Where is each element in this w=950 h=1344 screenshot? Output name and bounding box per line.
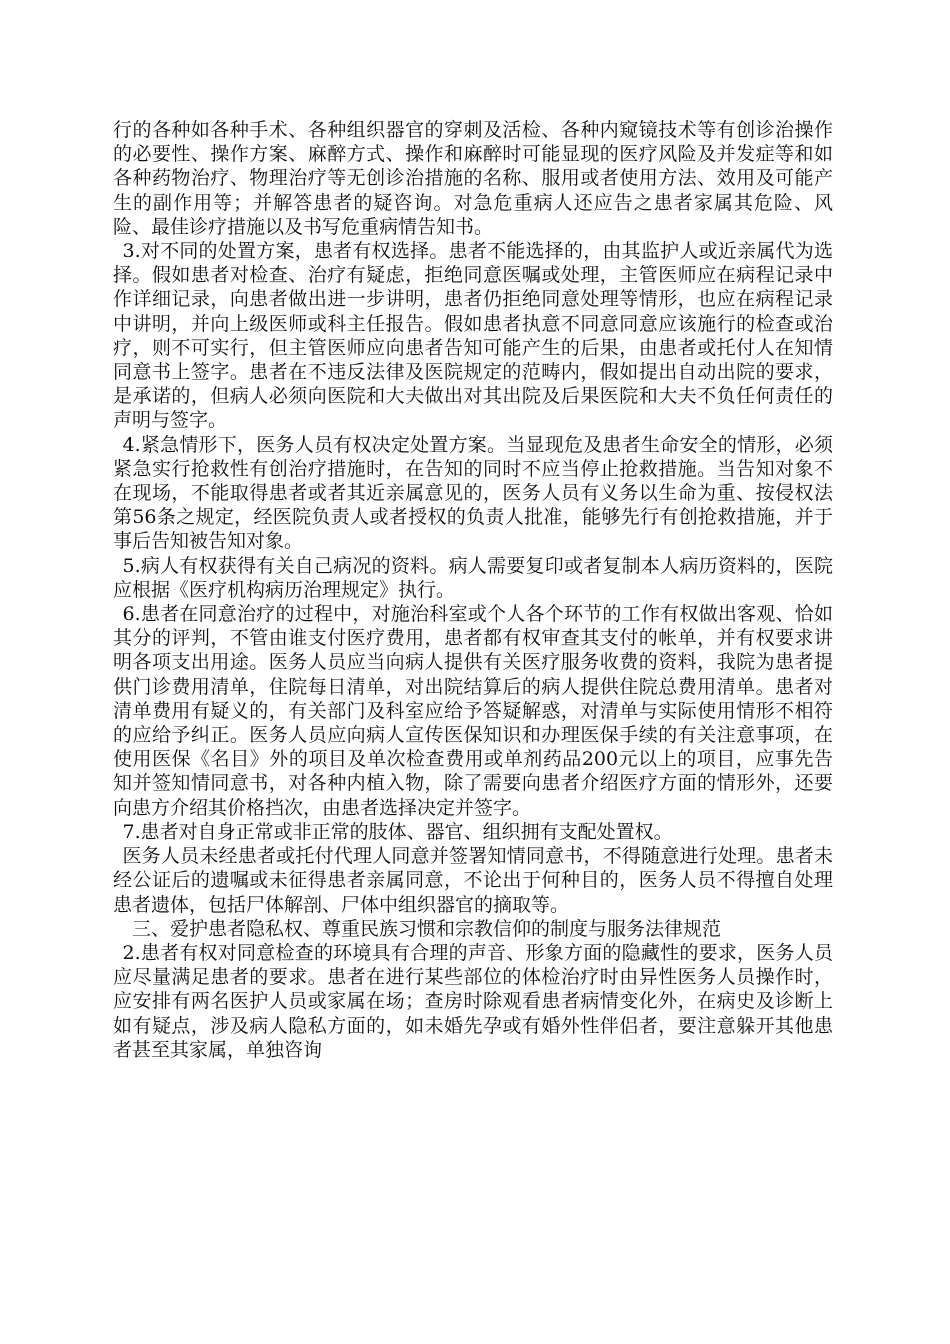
paragraph-item-3: 3.对不同的处置方案，患者有权选择。患者不能选择的，由其监护人或近亲属代为选择。假如患者对检查、治疗有疑虑，拒绝同意医嘱或处理，主管医师应在病程记录中作详细记录，向患者做出进一步讲明，患者仍拒绝同意处理等情形，也应在病程记录中讲明，并向上级医师或科主任报告。假如患者执意不同意同意应该施行的检查或治疗，则不可实行，但主管医师应向患者告知可能产生的后果，由患者或托付人在知情同意书上签字。患者在不违反法律及医院规定的范畴内，假如提出自动出院的要求，是承诺的，但病人必须向医院和大夫做出对其出院及后果医院和大夫不负任何责任的声明与签字。 (113, 240, 833, 432)
paragraph-item-7-detail: 医务人员未经患者或托付代理人同意并签署知情同意书，不得随意进行处理。患者未经公证后的遗嘱或未征得患者亲属同意，不论出于何种目的，医务人员不得擅自处理患者遗体，包括尸体解剖、尸体中组织器官的摘取等。 (113, 845, 833, 916)
document-page (113, 118, 833, 1062)
paragraph-item-6: 6.患者在同意治疗的过程中，对施治科室或个人各个环节的工作有权做出客观、恰如其分的评判，不管由谁支付医疗费用，患者都有权审查其支付的帐单，并有权要求讲明各项支出用途。医务人员应当向病人提供有关医疗服务收费的资料，我院为患者提供门诊费用清单，住院每日清单，对出院结算后的病人提供住院总费用清单。患者对清单费用有疑义的，有关部门及科室应给予答疑解惑，对清单与实际使用情形不相符的应给予纠正。医务人员应向病人宣传医保知识和办理医保手续的有关注意事项，在使用医保《名目》外的项目及单次检查费用或单剂药品200元以上的项目，应事先告知并签知情同意书，对各种内植入物，除了需要向患者介绍医疗方面的情形外，还要向患方介绍其价格挡次，由患者选择决定并签字。 (113, 603, 833, 819)
paragraph-continuation: 行的各种如各种手术、各种组织器官的穿刺及活检、各种内窥镜技术等有创诊治操作的必要性、操作方案、麻醉方式、操作和麻醉时可能显现的医疗风险及并发症等和如各种药物治疗、物理治疗等无创诊治措施的名称、服用或者使用方法、效用及可能产生的副作用等；并解答患者的疑咨询。对急危重病人还应告之患者家属其危险、风险、最佳诊疗措施以及书写危重病情告知书。 (113, 119, 833, 238)
paragraph-section-3-item-2: 2.患者有权对同意检查的环境具有合理的声音、形象方面的隐藏性的要求，医务人员应尽量满足患者的要求。患者在进行某些部位的体检治疗时由异性医务人员操作时，应安排有两名医护人员或家属在场；查房时除观看患者病情变化外，在病史及诊断上如有疑点，涉及病人隐私方面的，如未婚先孕或有婚外性伴侣者，要注意躲开其他患者甚至其家属，单独咨询 (113, 941, 833, 1061)
paragraph-item-4: 4.紧急情形下，医务人员有权决定处置方案。当显现危及患者生命安全的情形，必须紧急实行抢救性有创治疗措施时，在告知的同时不应当停止抢救措施。当告知对象不在现场，不能取得患者或者其近亲属意见的，医务人员有义务以生命为重、按侵权法第56条之规定，经医院负责人或者授权的负责人批准，能够先行有创抢救措施，并于事后告知被告知对象。 (113, 433, 833, 553)
section-heading-3: 三、爱护患者隐私权、尊重民族习惯和宗教信仰的制度与服务法律规范 (132, 917, 722, 940)
paragraph-item-7: 7.患者对自身正常或非正常的肢体、器官、组织拥有支配处置权。 (122, 820, 673, 843)
paragraph-item-5: 5.病人有权获得有关自己病况的资料。病人需要复印或者复制本人病历资料的，医院应根据《医疗机构病历治理规定》执行。 (113, 554, 833, 601)
